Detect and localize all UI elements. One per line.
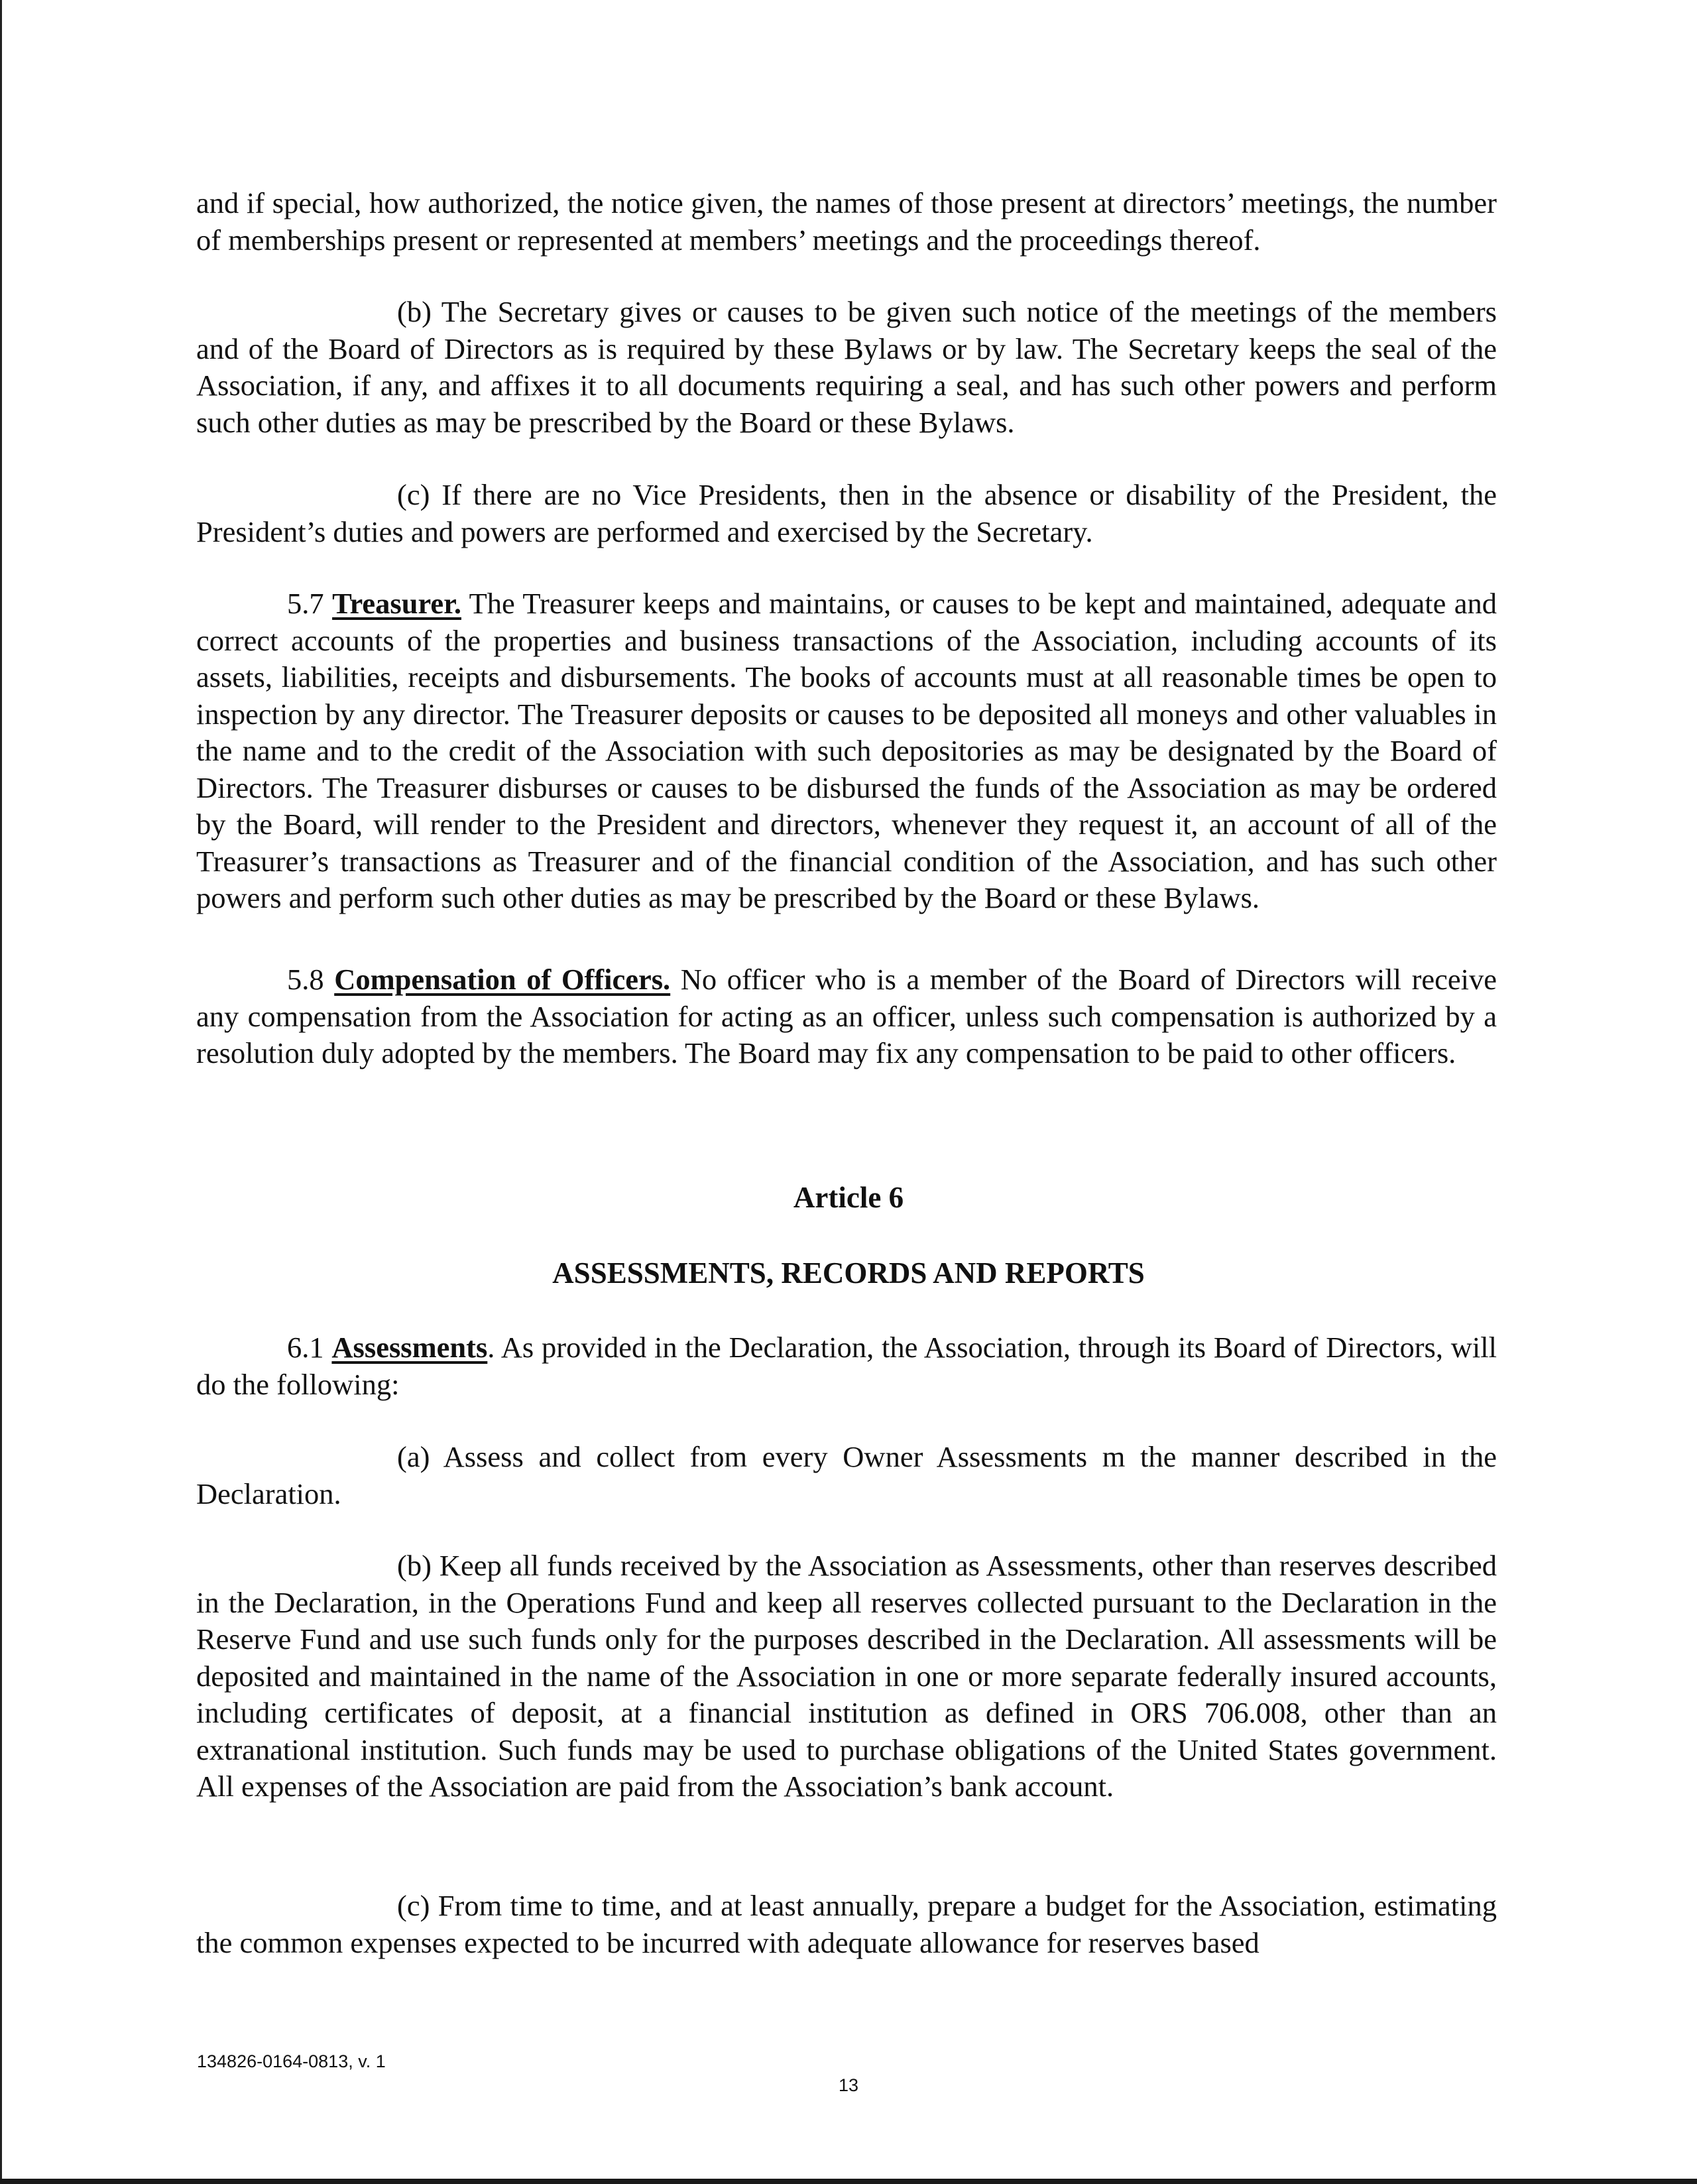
document-id: 134826-0164-0813, v. 1 [197, 2051, 386, 2071]
paragraph-continuation [196, 185, 1497, 259]
paragraph-text: Assess and collect from every Owner Assessments m the manner described in the Declaration. [196, 1440, 1497, 1510]
scan-left-edge [0, 0, 2, 2184]
paragraph-secretary-c [196, 477, 1497, 550]
item-label: (c) [397, 1889, 430, 1922]
paragraph-text: and if special, how authorized, the notice given, the names of those present at directors’ meetings, the number of memberships present or represented at members’ meetings and the proceedings thereof. [196, 186, 1497, 257]
item-label: (a) [397, 1440, 430, 1473]
scan-bottom-edge [0, 2179, 1697, 2184]
paragraph-text: The Secretary gives or causes to be given such notice of the meetings of the members and of the Board of Directors as is required by these Bylaws or by law. The Secretary keeps the seal of the Association, if any, and affixes it to all documents requiring a seal, and has such other powers and perform such other duties as may be prescribed by the Board or these Bylaws. [196, 295, 1497, 439]
section-heading: Assessments [331, 1331, 488, 1364]
section-number: 6.1 [287, 1331, 324, 1364]
section-heading: Treasurer. [332, 587, 461, 620]
article-subtitle: ASSESSMENTS, RECORDS AND REPORTS [552, 1256, 1145, 1290]
section-number: 5.8 [287, 963, 324, 996]
paragraph-text: The Treasurer keeps and maintains, or causes to be kept and maintained, adequate and correct accounts of the properties and business transactions of the Association, including accounts of its assets, liabilities, receipts and disbursements. The books of accounts must at all reasonable times be open to inspection by any director. The Treasurer deposits or causes to be deposited all moneys and other valuables in the name and to the credit of the Association with such depositories as may be designated by the Board of Directors. The Treasurer disburses or causes to be disbursed the funds of the Association as may be ordered by the Board, will render to the President and directors, whenever they request it, an account of all of the Treasurer’s transactions as Treasurer and of the financial condition of the Association, and has such other powers and perform such other duties as may be prescribed by the Board or these Bylaws. [196, 587, 1497, 914]
item-label: (b) [397, 295, 432, 328]
paragraph-text: . As provided in the Declaration, the Association, through its Board of Directors, will do the following: [196, 1331, 1497, 1401]
paragraph-secretary-b [196, 294, 1497, 441]
section-6-1-c [196, 1888, 1497, 1961]
paragraph-text: No officer who is a member of the Board of Directors will receive any compensation from the Association for acting as an officer, unless such compensation is authorized by a resolution duly adopted by the members. The Board may fix any compensation to be paid to other officers. [196, 963, 1497, 1069]
page-number: 13 [838, 2075, 859, 2095]
paragraph-text: From time to time, and at least annually, prepare a budget for the Association, estimating the common expenses expected to be incurred with adequate allowance for reserves based [196, 1889, 1497, 1959]
section-6-1-a [196, 1439, 1497, 1512]
paragraph-text: If there are no Vice Presidents, then in the absence or disability of the President, the President’s duties and powers are performed and exercised by the Secretary. [196, 478, 1497, 548]
section-6-1-assessments [196, 1329, 1497, 1403]
section-5-7-treasurer [196, 585, 1497, 917]
section-6-1-b [196, 1547, 1497, 1805]
section-number: 5.7 [287, 587, 324, 620]
item-label: (b) [397, 1549, 432, 1582]
paragraph-text: Keep all funds received by the Association as Assessments, other than reserves described in the Declaration, in the Operations Fund and keep all reserves collected pursuant to the Declaration in the Reserve Fund and use such funds only for the purposes described in the Declaration. All assessments will be deposited and maintained in the name of the Association in one or more separate federally insured accounts, including certificates of deposit, at a financial institution as defined in ORS 706.008, other than an extranational institution. Such funds may be used to purchase obligations of the United States government. All expenses of the Association are paid from the Association’s bank account. [196, 1549, 1497, 1803]
section-5-8-compensation [196, 961, 1497, 1072]
article-title: Article 6 [793, 1181, 904, 1214]
item-label: (c) [397, 478, 430, 511]
section-heading: Compensation of Officers. [334, 963, 671, 996]
